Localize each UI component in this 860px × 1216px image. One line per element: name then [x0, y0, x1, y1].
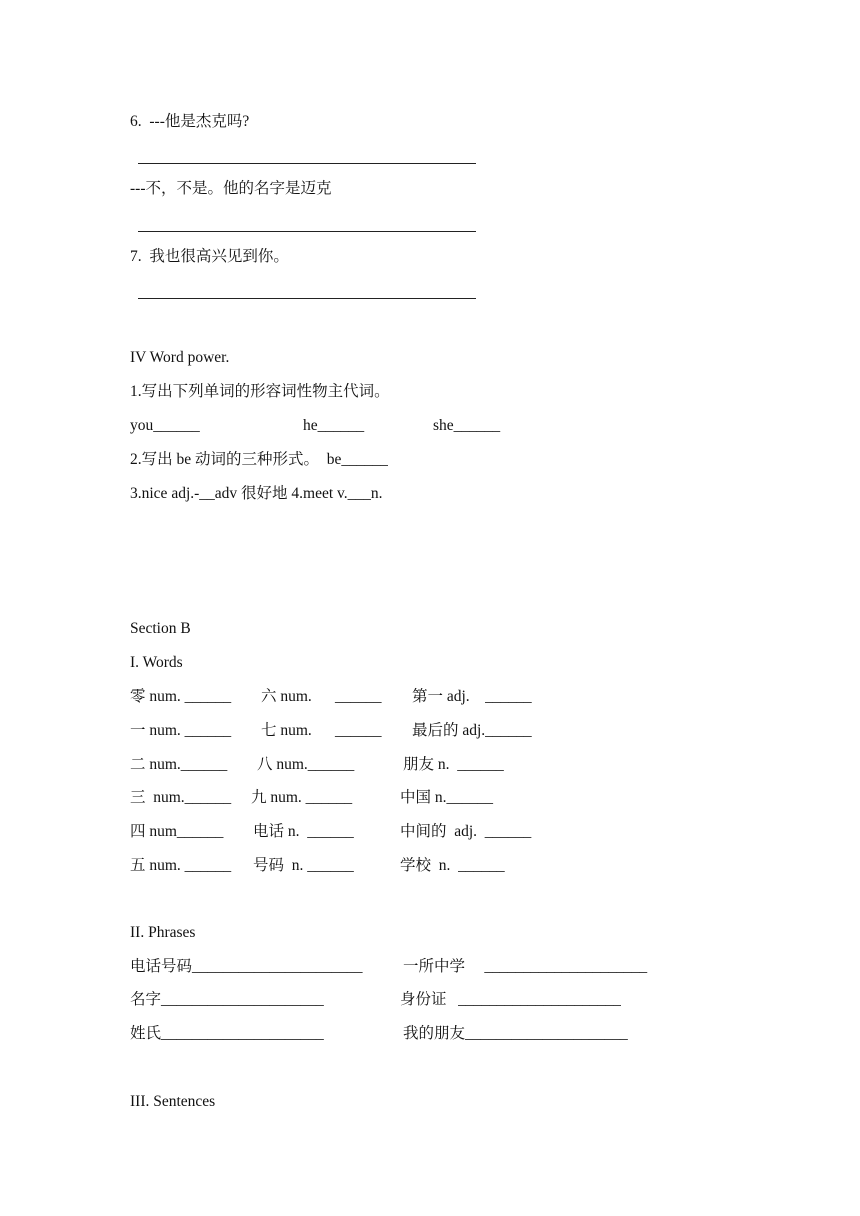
word-item[interactable]: 号码 n. ______: [253, 857, 354, 874]
word-power-item-1-she[interactable]: she______: [433, 417, 501, 434]
word-item[interactable]: 四 num______: [130, 823, 224, 840]
word-item[interactable]: 零 num. ______: [130, 688, 232, 705]
sentences-heading: III. Sentences: [130, 1093, 216, 1110]
word-power-item-1-he[interactable]: he______: [303, 417, 365, 434]
phrase-item[interactable]: 姓氏_____________________: [130, 1025, 324, 1042]
section-b-heading: Section B: [130, 620, 191, 637]
q6-answer-prompt: ---不，不是。他的名字是迈克: [130, 180, 332, 197]
words-heading: I. Words: [130, 654, 183, 671]
word-item[interactable]: 学校 n. ______: [400, 857, 505, 874]
word-item[interactable]: 中国 n.______: [400, 789, 494, 806]
q7-answer-line[interactable]: [138, 298, 476, 299]
word-item[interactable]: 九 num. ______: [251, 789, 353, 806]
word-item[interactable]: 七 num. ______: [261, 722, 382, 739]
q6-answer-line-1[interactable]: [138, 163, 476, 164]
word-item[interactable]: 最后的 adj.______: [412, 722, 532, 739]
phrase-item[interactable]: 身份证 _____________________: [400, 991, 621, 1008]
q6-question: 6. ---他是杰克吗?: [130, 113, 250, 130]
word-item[interactable]: 朋友 n. ______: [403, 756, 504, 773]
word-power-heading: IV Word power.: [130, 349, 230, 366]
word-item[interactable]: 三 num.______: [130, 789, 232, 806]
word-item[interactable]: 第一 adj. ______: [412, 688, 532, 705]
word-item[interactable]: 八 num.______: [257, 756, 355, 773]
q6-answer-line-2[interactable]: [138, 231, 476, 232]
word-power-item-3: 3.nice adj.-__adv 很好地 4.meet v.___n.: [130, 485, 383, 502]
word-item[interactable]: 一 num. ______: [130, 722, 232, 739]
q7-question: 7. 我也很高兴见到你。: [130, 248, 289, 265]
word-power-item-1: 1.写出下列单词的形容词性物主代词。: [130, 383, 390, 400]
word-item[interactable]: 中间的 adj. ______: [400, 823, 532, 840]
word-power-item-1-you[interactable]: you______: [130, 417, 200, 434]
phrase-item[interactable]: 电话号码______________________: [130, 958, 363, 975]
phrase-item[interactable]: 一所中学 _____________________: [403, 958, 648, 975]
phrase-item[interactable]: 名字_____________________: [130, 991, 324, 1008]
phrase-item[interactable]: 我的朋友_____________________: [403, 1025, 628, 1042]
word-item[interactable]: 六 num. ______: [261, 688, 382, 705]
word-item[interactable]: 电话 n. ______: [253, 823, 354, 840]
word-item[interactable]: 二 num.______: [130, 756, 228, 773]
word-power-item-2: 2.写出 be 动词的三种形式。 be______: [130, 451, 388, 468]
word-item[interactable]: 五 num. ______: [130, 857, 232, 874]
phrases-heading: II. Phrases: [130, 924, 196, 941]
